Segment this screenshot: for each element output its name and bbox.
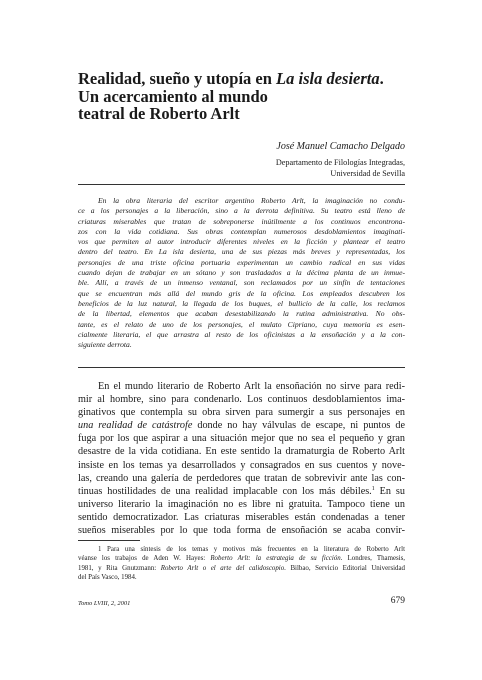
- body-line-rest: En su: [374, 485, 405, 497]
- abstract-line: criaturas miserables que tratan de sobreponerse inútilmente a los continuos encontrona-: [78, 216, 405, 226]
- footnote-reference[interactable]: 1: [371, 485, 375, 492]
- affiliation-line: Departamento de Filologías Integradas,: [275, 158, 405, 167]
- body-line: las, creando una galería de perdedores que tratan de sobrevivir ante las con-: [78, 472, 405, 484]
- body-line: sentido democratizador. Las criaturas miserables están condenadas a tener: [78, 511, 405, 523]
- abstract-line: que se encuentran más allá del mundo gris de la oficina. Los empleados descubren los: [78, 288, 405, 298]
- body-line: insiste en los temas ya desarrollados y consagrados en sus cuentos y nove-: [78, 459, 405, 471]
- footnote-text: . Londres, Thamesis,: [340, 555, 406, 563]
- title-line-1: [78, 70, 418, 88]
- abstract-line: beneficios de la luz natural, la llegada de los buques, el bullicio de la calle, los reclamos: [78, 298, 405, 308]
- footnote-work-title: Roberto Arlt o el arte del calidoscopio: [160, 564, 285, 572]
- affiliation-line: Universidad de Sevilla: [330, 169, 405, 178]
- abstract-line: cialmente literaria, el que arrastra al resto de los oficinistas a la ensoñación y a la con-: [78, 329, 405, 339]
- body-line: desastre de la vida cotidiana. En este sentido la dramaturgia de Roberto Arlt: [78, 446, 405, 458]
- emphasis-text: una realidad de catástrofe: [78, 420, 193, 432]
- footnote-text: véanse los trabajos de Aden W. Hayes:: [78, 555, 211, 563]
- article-title: [78, 70, 418, 123]
- author-affiliation: [205, 157, 405, 179]
- body-line: [78, 419, 405, 432]
- body-line: [78, 485, 405, 498]
- body-line: mir al hombre, sino para condenarlo. Los continuos desdoblamientos ima-: [78, 394, 405, 406]
- footnote-line: [78, 554, 405, 563]
- title-text: Realidad, sueño y utopía en: [78, 69, 277, 88]
- body-line: sueños miserables por lo que toda forma de ensoñación se acaba convir-: [78, 525, 405, 537]
- footnote-line: [78, 564, 405, 573]
- abstract: [78, 196, 405, 350]
- body-line: En el mundo literario de Roberto Arlt la ensoñación no sirve para redi-: [98, 381, 405, 392]
- journal-volume: Tomo LVIII, 2, 2001: [78, 600, 131, 607]
- page-number: 679: [390, 596, 405, 606]
- abstract-line: ble. Allí, a través de un inmenso ventanal, son reclamados por un sinfín de tentaciones: [78, 278, 405, 288]
- abstract-line: de la libertad, elementos que acaban desestabilizando la rutina administrativa. No obs-: [78, 309, 405, 319]
- abstract-line: ce a los personajes a la liberación, sino a la derrota definitiva. Su teatro está lleno de: [78, 206, 405, 216]
- footnote-text: . Bilbao, Servicio Editorial Universidad: [284, 564, 406, 572]
- abstract-line: siguiente derrota.: [78, 340, 132, 350]
- body-text: [78, 380, 405, 537]
- title-line-3: teatral de Roberto Arlt: [78, 104, 240, 123]
- footnote-text: 1981, y Rita Gnutzmann:: [78, 564, 161, 572]
- abstract-line: tante, es el relato de uno de los personajes, el mulato Cipriano, cuya memoria es esen-: [78, 319, 405, 329]
- abstract-line: personajes de una triste oficina portuaria experimentan un cambio radical en sus vidas: [78, 257, 405, 267]
- title-italic-work: La isla desierta: [276, 69, 380, 88]
- abstract-line: dentro del teatro. En La isla desierta, una de sus piezas más breves y representadas, los: [78, 247, 405, 257]
- abstract-line: vos que permiten al autor introducir diferentes niveles en la ficción y plantear el teatro: [78, 237, 405, 247]
- abstract-line: En la obra literaria del escritor argentino Roberto Arlt, la imaginación no condu-: [98, 196, 405, 205]
- title-line-2: Un acercamiento al mundo: [78, 86, 268, 106]
- abstract-top-rule: [78, 184, 405, 185]
- body-line-rest: donde no hay válvulas de escape, ni puntos de: [192, 420, 405, 432]
- author-name: José Manuel Camacho Delgado: [276, 141, 405, 152]
- footnote-work-title: Roberto Arlt: la estrategia de su ficción: [210, 555, 341, 563]
- footnote: [78, 545, 405, 582]
- footnote-line: 1 Para una síntesis de los temas y motivos más frecuentes en la literatura de Roberto Arlt: [98, 546, 405, 553]
- body-line-text: tinuas hostilidades de una realidad implacable con los más débiles.: [78, 485, 372, 497]
- abstract-bottom-rule: [78, 367, 405, 368]
- body-line: ginativos que contempla su obra sirven para sumergir a sus personajes en: [78, 407, 405, 419]
- body-line: universo literario la imaginación no es libre ni gratuita. Tampoco tiene un: [78, 498, 405, 510]
- body-line: fuga por los que aspirar a una situación mejor que no sea el pequeño y gran: [78, 433, 405, 445]
- footnote-rule: [78, 540, 140, 541]
- footnote-line: del País Vasco, 1984.: [78, 573, 137, 581]
- abstract-line: zos con la vida cotidiana. Sus obras contemplan numerosos desdoblamientos imaginati-: [78, 226, 405, 236]
- abstract-line: cuando dejan de trabajar en un sótano y son trasladados a la décima planta de un inmue-: [78, 268, 405, 278]
- title-period: .: [379, 69, 384, 88]
